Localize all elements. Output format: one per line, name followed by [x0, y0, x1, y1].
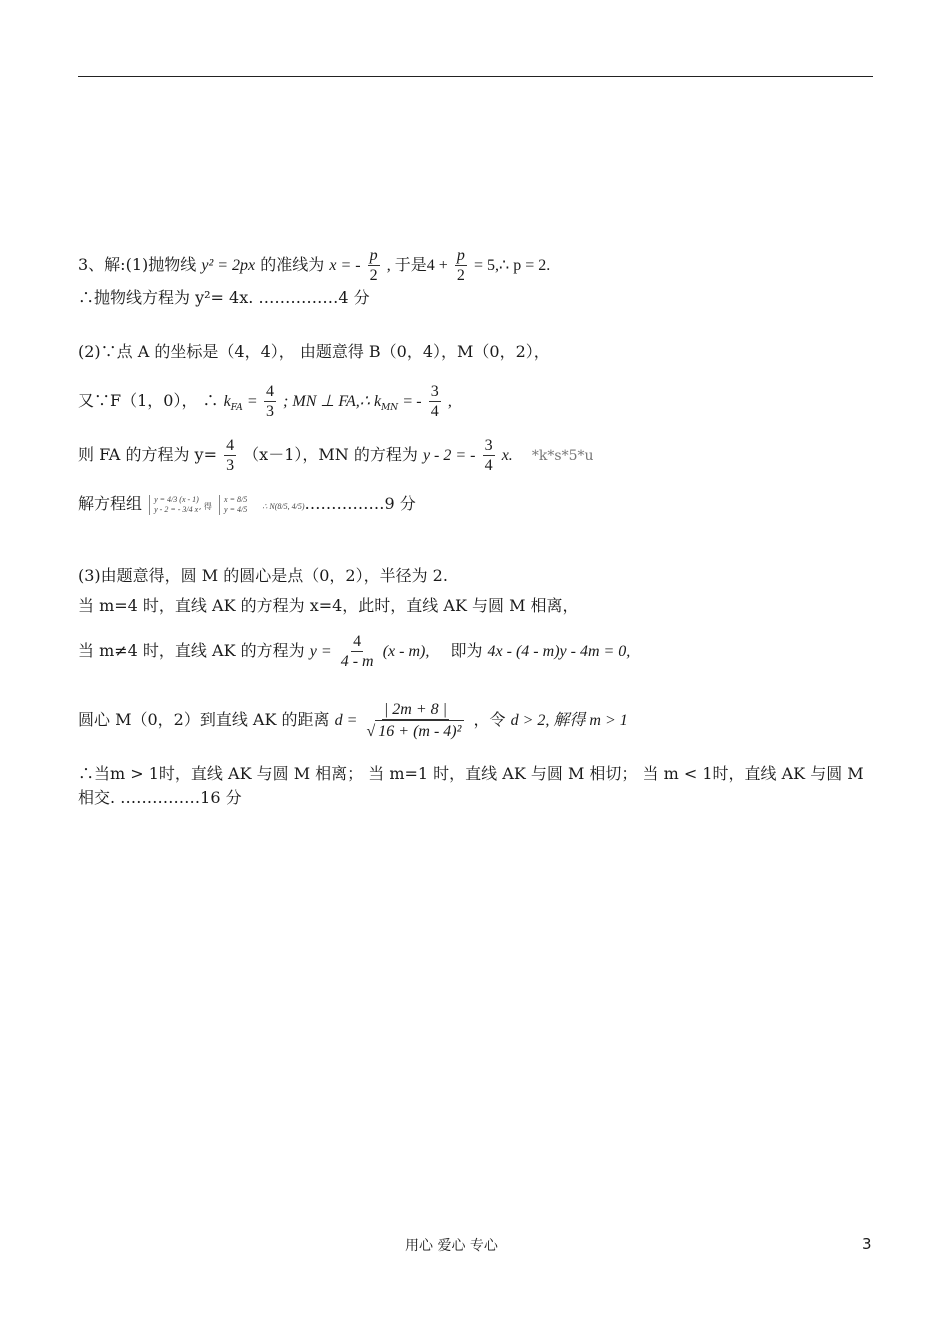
sys2-eq-b: y = 4/5 [224, 504, 248, 514]
s3-line3-a: 当 m≠4 时，直线 AK 的方程为 [78, 641, 305, 660]
s1-frac-den: 2 [369, 267, 378, 284]
page-number: 3 [862, 1235, 872, 1253]
s3-frac5 [339, 632, 376, 671]
s2-frac3 [224, 436, 236, 475]
s1-eq2: x = - [329, 257, 361, 274]
s3-frac5-den: 4 - m [340, 653, 374, 670]
s3-line1: (3)由题意得，圆 M 的圆心是点（0，2），半径为 2. [78, 566, 448, 585]
s3-frac6-num: | 2m + 8 | [383, 701, 448, 718]
s1-eq1: y² = 2px [201, 257, 256, 274]
s2-eq-f: x. [501, 447, 513, 464]
s1-line1 [78, 246, 550, 285]
s2-frac4-num: 3 [484, 437, 493, 454]
s2-eq-b: ; MN ⊥ FA,∴ k [283, 393, 382, 410]
s3-eq-g: y = [309, 643, 332, 660]
s2-k-fa: k [223, 393, 231, 410]
equation-system-1 [149, 495, 199, 515]
s3-line2: 当 m=4 时，直线 AK 的方程为 x=4，此时，直线 AK 与圆 M 相离， [78, 596, 579, 615]
s2-frac1 [264, 382, 276, 421]
s3-line4-a: 圆心 M（0，2）到直线 AK 的距离 [78, 710, 330, 729]
s3-frac6 [365, 700, 467, 741]
equation-system-2 [219, 495, 247, 515]
sys-result: ∴ N(8/5, 4/5) [262, 502, 305, 511]
s1-line2: ∴抛物线方程为 y²= 4x. ……………4 分 [78, 288, 370, 307]
sys1-eq-b: y - 2 = - 3/4 x [154, 504, 199, 514]
s3-eq-h: (x - m), [382, 643, 430, 660]
s2-line1: (2)∵点 A 的坐标是（4，4）， 由题意得 B（0，4），M（0，2）， [78, 342, 550, 361]
s2-frac4 [483, 436, 495, 475]
s2-k-fa-sub: FA [230, 403, 243, 414]
s2-eq-c: = - [403, 393, 422, 410]
s3-eq-i: 4x - (4 - m)y - 4m = 0, [487, 643, 631, 660]
s2-frac2-num: 3 [430, 383, 439, 400]
s1-frac-p2 [368, 246, 380, 285]
s2-frac1-num: 4 [265, 383, 274, 400]
s2-k-mn-sub: MN [381, 403, 399, 414]
s2-eq-a: = [247, 393, 257, 410]
s3-eq-j: d = [334, 712, 358, 729]
watermark-text: *k*s*5*u [531, 448, 594, 464]
s2-frac3-num: 4 [226, 437, 235, 454]
s3-line6: 相交. ……………16 分 [78, 788, 242, 807]
s3-frac5-num: 4 [353, 633, 362, 650]
s3-line3-b: 即为 [450, 641, 483, 660]
s2-line4 [78, 494, 416, 517]
s2-eq-d: , [447, 393, 452, 410]
s3-line5: ∴当m > 1时，直线 AK 与圆 M 相离； 当 m=1 时，直线 AK 与圆 M 相切； 当 m < 1时，直线 AK 与圆 M [78, 764, 864, 783]
s3-frac6-den-wrap: √ 16 + (m - 4)² [365, 720, 467, 741]
s3-line4-b: ，令 [473, 710, 506, 729]
s2-line4-b: ……………9 分 [304, 494, 416, 513]
s1-frac-num-b: p [456, 247, 465, 264]
s3-eq-k: d > 2, 解得 m > 1 [510, 712, 628, 729]
s2-frac2-den: 4 [430, 403, 439, 420]
s2-frac3-den: 3 [226, 457, 235, 474]
s1-mid2: , 于是4 + [386, 257, 448, 274]
s2-frac1-den: 3 [265, 403, 274, 420]
s1-label: 3、解:(1)抛物线 [78, 255, 197, 274]
s1-mid1: 的准线为 [260, 255, 325, 274]
s2-line3 [78, 436, 594, 475]
s2-line3-b: （x－1），MN 的方程为 [243, 445, 418, 464]
s2-frac4-den: 4 [484, 457, 493, 474]
s3-line4 [78, 700, 628, 741]
footer-text: 用心 爱心 专心 [405, 1238, 498, 1254]
s2-line2 [78, 382, 452, 421]
s3-line3 [78, 632, 630, 671]
s1-frac-den-b: 2 [456, 267, 465, 284]
sys-mid: , 得 [198, 502, 212, 511]
s2-line3-a: 则 FA 的方程为 y= [78, 445, 217, 464]
s2-frac2 [429, 382, 441, 421]
s1-frac-p2b [455, 246, 467, 285]
sys2-eq-a: x = 8/5 [224, 494, 248, 504]
s2-line4-a: 解方程组 [78, 494, 143, 513]
s2-eq-e: y - 2 = - [422, 447, 476, 464]
s2-line2-a: 又∵F（1，0）， ∴ [78, 391, 219, 410]
sys1-eq-a: y = 4/3 (x - 1) [154, 494, 199, 504]
header-rule [78, 76, 873, 77]
s1-eq3: = 5,∴ p = 2. [473, 257, 551, 274]
s1-frac-num: p [369, 247, 378, 264]
s3-frac6-den: 16 + (m - 4)² [375, 720, 464, 741]
